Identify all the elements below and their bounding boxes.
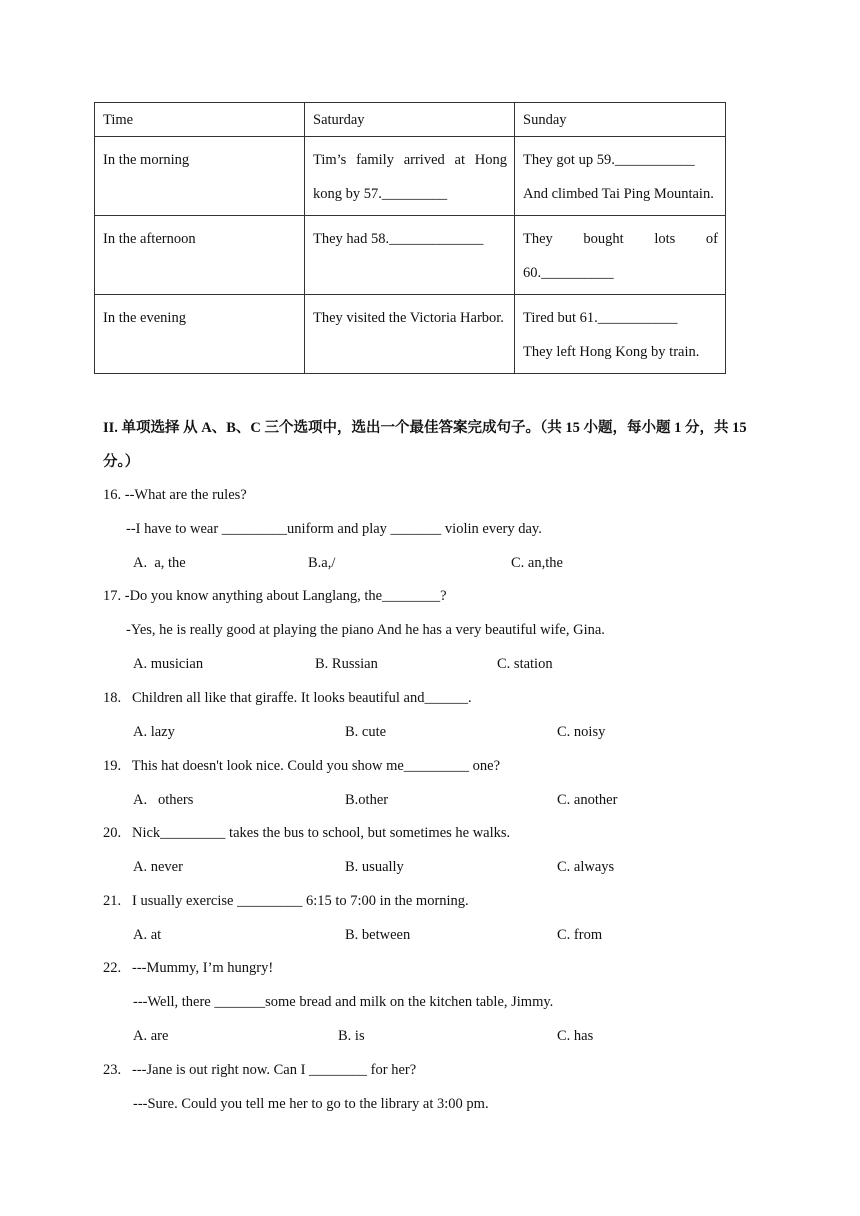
option-a: A. are xyxy=(133,1028,169,1044)
question-stem: 18. Children all like that giraffe. It looks beautiful and______. xyxy=(103,690,472,706)
question-line: ---Sure. Could you tell me her to go to the library at 3:00 pm. xyxy=(133,1096,489,1112)
saturday-cell: They had 58._____________ xyxy=(305,216,515,295)
sunday-cell-line: They left Hong Kong by train. xyxy=(523,344,700,360)
option-b: B. is xyxy=(338,1028,365,1044)
option-a: A. musician xyxy=(133,656,204,672)
option-c: C. always xyxy=(557,859,615,875)
header-time: Time xyxy=(95,103,305,137)
question-stem: 17. -Do you know anything about Langlang, the________? xyxy=(103,588,447,604)
header-sunday: Sunday xyxy=(515,103,726,137)
option-c: C. from xyxy=(557,927,603,943)
question-line: --I have to wear _________uniform and play _______ violin every day. xyxy=(126,521,542,537)
option-b: B. cute xyxy=(345,724,387,740)
option-b: B. between xyxy=(345,927,411,943)
sunday-cell xyxy=(515,137,726,216)
option-b: B. Russian xyxy=(315,656,378,672)
sunday-cell-line: And climbed Tai Ping Mountain. xyxy=(523,186,714,202)
saturday-cell: They visited the Victoria Harbor. xyxy=(305,295,515,374)
option-c: C. an,the xyxy=(511,555,563,571)
option-c: C. station xyxy=(497,656,553,672)
option-a: A. at xyxy=(133,927,162,943)
option-a: A. lazy xyxy=(133,724,175,740)
schedule-table xyxy=(94,102,726,374)
table-header-row xyxy=(95,103,726,137)
sunday-cell-line: Tired but 61.___________ xyxy=(523,310,678,326)
option-b: B. usually xyxy=(345,859,404,875)
option-a: A. never xyxy=(133,859,183,875)
sunday-cell xyxy=(515,295,726,374)
option-c: C. another xyxy=(557,792,618,808)
time-cell: In the morning xyxy=(95,137,305,216)
question-line: ---Well, there _______some bread and milk on the kitchen table, Jimmy. xyxy=(133,994,554,1010)
option-c: C. noisy xyxy=(557,724,606,740)
time-cell: In the afternoon xyxy=(95,216,305,295)
question-stem: 21. I usually exercise _________ 6:15 to 7:00 in the morning. xyxy=(103,893,469,909)
section-heading: II. 单项选择 从 A、B、C 三个选项中，选出一个最佳答案完成句子。（共 15 小题，每小题 1 分，共 15 分。） xyxy=(103,420,747,470)
question-line: -Yes, he is really good at playing the piano And he has a very beautiful wife, Gina. xyxy=(126,622,605,638)
time-cell: In the evening xyxy=(95,295,305,374)
question-stem: 20. Nick_________ takes the bus to school, but sometimes he walks. xyxy=(103,825,511,841)
sunday-cell-line: They got up 59.___________ xyxy=(523,152,695,168)
question-stem: 22. ---Mummy, I’m hungry! xyxy=(103,960,274,976)
table-row xyxy=(95,216,726,295)
option-b: B.other xyxy=(345,792,389,808)
question-stem: 19. This hat doesn't look nice. Could you show me_________ one? xyxy=(103,758,501,774)
sunday-cell: They bought lots of 60.__________ xyxy=(515,216,726,295)
header-saturday: Saturday xyxy=(305,103,515,137)
option-c: C. has xyxy=(557,1028,594,1044)
table-row xyxy=(95,295,726,374)
option-a: A. a, the xyxy=(133,555,186,571)
option-b: B.a,/ xyxy=(308,555,336,571)
option-a: A. others xyxy=(133,792,194,808)
question-stem: 16. --What are the rules? xyxy=(103,487,247,503)
saturday-cell: Tim’s family arrived at Hong kong by 57._________ xyxy=(305,137,515,216)
question-stem: 23. ---Jane is out right now. Can I ________ for her? xyxy=(103,1062,417,1078)
table-row xyxy=(95,137,726,216)
